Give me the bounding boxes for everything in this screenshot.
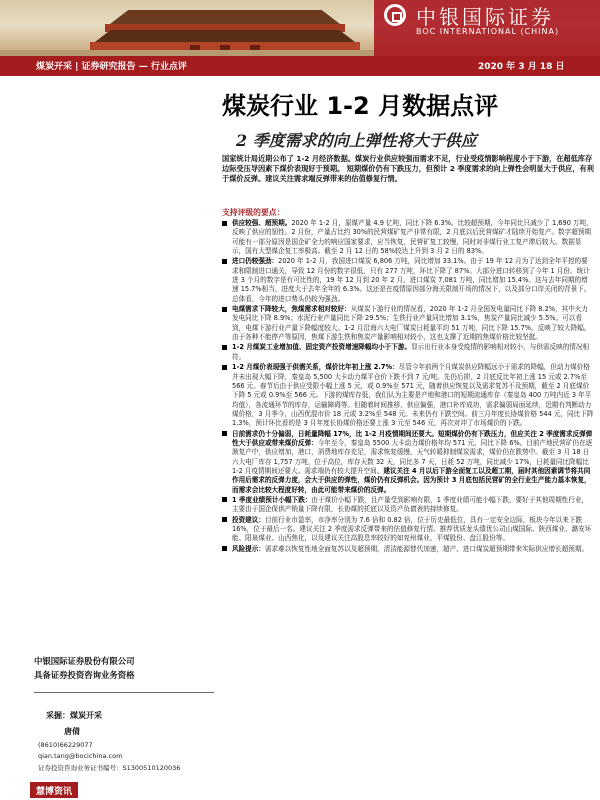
key-point-text: 从煤炭下游行业的情况看，2020 年 1-2 月全国发电量同比下降 8.2%，其中火力发电同比下降 8.9%；水泥行业产量同比下降 29.5%；生铁行业产量同比增加 3.1%，焦炭产量同比减少 5.5%。可以看到，电煤下游行业产量下降幅度较大。1-2 月沿海六大电厂煤炭日耗量平均 51 万吨，同比下降 15.7%，反映了较大降幅。由于各种不能停产等原因，焦煤下游生铁和焦炭产量影响相对较小，这也支撑了近期的焦煤价格比较坚挺。 (232, 305, 591, 342)
key-point-text: 目前行业市盈率，市净率分别为 7.6 倍和 0.82 倍，位于历史最低位，具有一定安全边际，板块今年以来下跌 16%，位于最后一名。建议关注 2 季度需求反弹带来的估值修复行情。推荐优质龙头绩优公司山煤国际、陕西煤业、潞安环能、阳泉煤业、山西焦化，以及建议关注高股息率较好的如兖州煤业、平煤股份、盘江股份等。 (232, 515, 592, 543)
footer-logo: 慧博资讯 (30, 782, 78, 798)
industry-label: 采掘：煤炭开采 (46, 711, 102, 720)
key-point-lead: 投资建议： (232, 515, 265, 524)
key-point-lead: 供应较强、超预期。 (232, 219, 292, 227)
bullet-square-icon (222, 546, 227, 551)
key-point-text-bold: 建议关注 4 月以后下游全面复工以及超工期，届时其他因素调节将共同作用后需求的反弹力度，会大于供应的弹性，煤价仍有反弹机会。因为预计 3 月底包括民营矿的全行业生产能力基本恢复，而需求会比较大程度好转，由此可能带来煤价的反弹。 (232, 466, 591, 494)
bullet-square-icon (222, 517, 227, 522)
brand-name-english: BOC INTERNATIONAL (CHINA) (416, 27, 560, 36)
analyst-name: 唐倩 (64, 727, 80, 736)
bullet-square-icon (222, 497, 227, 502)
analyst-certificate: 证券投资咨询业务证书编号：S1300510120036 (38, 764, 181, 772)
key-point (222, 430, 594, 495)
brand-name: 中银国际证券 (416, 5, 554, 29)
palace-roof-lower-graphic (95, 30, 355, 42)
key-point-lead: 电煤需求下降较大，焦煤需求相对较好： (232, 305, 351, 314)
key-point-text: 尽管今年前两个月煤炭供应降幅远小于需求的降幅，但动力煤价格并未出现大幅下降，秦皇岛 5,500 大卡动力煤平仓价下跌不到 7 元/吨。先仍后抑，2 月底反比年初上涨 15 元或 2.7%至 566 元。春节后由于供应受限小幅上涨 5 元，或 0.9%至 571 元，随着供应恢复以及需求复苏不及预期，截至 2 月底煤价下降 5 元或 0.9%至 566 元。下游的煤库存低，我们认为主要是产地和港口的短期流通库存（秦皇岛 400 万吨内近 3 年平均值），各流通环节的库存，运输障碍等。但随着时间推移，供应偏强，港口补库成功，需求偏弱局面延续，近期有判断动力煤价格，3 月季今，山西优混市价 18 元或 3.2%至 548 元。未来仍有下跌空间。前三月年度长协煤价格 544 元，同比下降 1.3%，预计环比看的是 3 月年度长协煤价格还要上涨 3 元至 546 元，再次对冲了市场煤价的下跌。 (232, 363, 594, 428)
key-point (222, 516, 594, 544)
key-point (222, 219, 594, 256)
key-point-lead: 日前需求仍十分偏弱，日耗量降幅 17%，比 1-2 月疫情期间还要大。短期煤价仍有下跌压力，但应关注 2 季度需求反弹弹性大于供应或带来煤价反弹： (232, 429, 593, 447)
divider (34, 692, 214, 693)
report-subtitle: 2 季度需求的向上弹性将大于供应 (236, 131, 477, 150)
key-point-text: 显示出行业本身受疫情的影响相对较小，与供需反映的情况相符。 (232, 343, 590, 361)
key-point (222, 343, 594, 362)
key-point (222, 496, 594, 515)
report-title: 煤炭行业 1-2 月数据点评 (222, 92, 499, 120)
key-point-lead: 1-2 月煤价表现强于供需关系，煤价比年初上涨 2.7%： (232, 363, 399, 372)
key-point-lead: 风险提示： (232, 544, 265, 553)
bullet-square-icon (222, 259, 227, 264)
report-date: 2020 年 3 月 18 日 (478, 62, 565, 72)
bullet-square-icon (222, 221, 227, 226)
key-points-list (222, 219, 594, 785)
key-point (222, 363, 594, 428)
header-banner (0, 0, 600, 56)
key-point (222, 305, 594, 342)
company-qualification: 具备证券投资咨询业务资格 (34, 670, 135, 680)
key-point (222, 545, 594, 554)
bullet-square-icon (222, 345, 227, 350)
key-point-text: 需求难以恢复性地全面复苏以及超预期，清洁能源替代加速，超产、进口煤炭超预期带来实际供应增长超预期。 (264, 544, 589, 553)
report-category: 煤炭开采 | 证券研究报告 — 行业点评 (36, 62, 187, 72)
report-meta-bar (0, 56, 600, 76)
analyst-phone: (8610)66229077 (38, 741, 93, 749)
key-point (222, 257, 594, 304)
bank-logo-icon (384, 4, 406, 26)
palace-roof-graphic (110, 10, 340, 24)
key-point-text: 今年至今，秦皇岛 5500 大卡动力煤价格年均 571 元，同比下降 6%。目前产地民营矿仍在逐渐复产中，供应增加，港口，消费地库存充足，需求恢复缓慢，天气转暖抑制煤炭需求，煤价仍在跌势中。截至 3 月 18 日六大电厂库存 1,757 万吨，位于高位，库存天数 32 天，同比多 7 天，日耗 52 万吨，同比减少 17%，日耗量同比降幅比 1-2 月疫情期间还要大。需求端仍有较大提升空间。 (232, 438, 593, 475)
report-intro: 国家统计局近期公布了 1-2 月经济数据。煤炭行业供应较强而需求不足，行业受疫情影响程度小于下游，在超低库存边际受压导因素下煤价表现好于预期。 短期煤价仍有下跌压力，但预计 2 季度需求的向上弹性会明显大于供应，有利于煤价反弹。建议关注需求端反弹带来的估值修复行情。 (222, 154, 594, 184)
key-point-text: 2020 年 1-2 月，我国进口煤炭 6,806 万吨，同比增加 33.1%。由于 19 年 12 月为了达到全年平控的要求和限制进口通关，导致 12 月份的数字很低，只有 277 万吨，环比下降了 87%。大部分进口转移到了今年 1 月份。统计进 3 个月的数字是有可比性的，19 年 12 月到 20 年 2 月，进口煤炭 7,081 万吨，同比增加 15.4%。这与去年同期的增速 15.7%相当，进度大于去年全年的 6.3%。这还是在疫情原因部分海关限制开场的情况下，以及部分口岸关闭的背景下。总体看，今年的进口势头仍较为强劲。 (232, 257, 591, 303)
bullet-square-icon (222, 431, 227, 436)
analyst-email[interactable]: qian.tang@bocichina.com (38, 752, 123, 760)
key-point-text: 由于煤价小幅下跌，且产量受到影响有限，1 季度业绩可能小幅下跌，要好于其他周期性行业，主要由于国企保供产销量下降有限，长协煤的托底以及资产负债表的持续修复。 (232, 495, 589, 514)
key-point-lead: 1 季度业绩预计小幅下跌： (232, 495, 312, 504)
key-point-text: 2020 年 1-2 月，原煤产量 4.9 亿吨，同比下降 6.3%。比较超预期，今年同比只减少了 1,690 万吨，反映了供应的韧性。2 月份，产量占比约 30%的民营煤矿复产非常有限，2 月底以后民营煤矿才陆续开始复产。数字超预期可能有一部分原因是国企矿全力的响应国家要求，应当恢复，民营矿复工较慢，同时对非煤行业工复产滞后较大。数据显示，国有大型煤企复工率极高。截至 2 月 12 日的 58%较达上升到 3 月 2 日的 83%。 (232, 219, 593, 256)
company-name: 中银国际证券股份有限公司 (34, 656, 135, 666)
key-points-heading: 支持评级的要点： (222, 208, 285, 217)
bullet-square-icon (222, 365, 227, 370)
bullet-square-icon (222, 307, 227, 312)
key-point-lead: 1-2 月煤炭工业增加值、固定资产投资增速降幅均小于下游。 (232, 343, 412, 352)
key-point-lead: 进口仍较强劲： (232, 257, 279, 266)
